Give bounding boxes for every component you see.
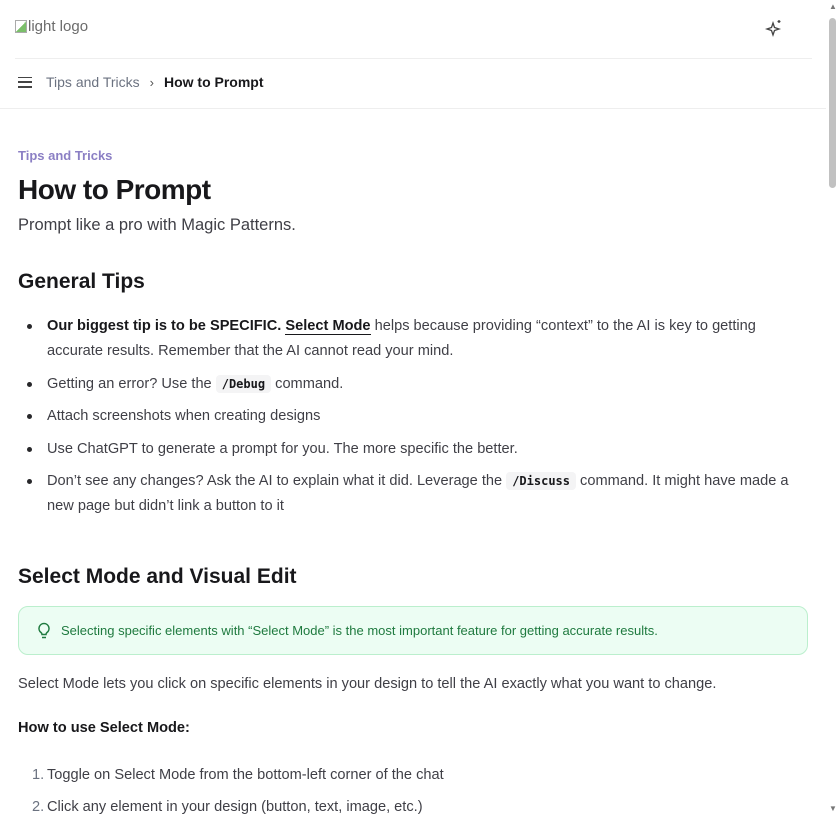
list-item [18, 795, 444, 820]
step-text: Toggle on Select Mode from the bottom-left corner of the chat [47, 767, 444, 783]
select-mode-heading: Select Mode and Visual Edit [18, 565, 297, 588]
general-tips-heading: General Tips [18, 270, 145, 293]
callout-text: Selecting specific elements with “Select Mode” is the most important feature for getting accurate results. [61, 623, 658, 638]
section-eyebrow: Tips and Tricks [18, 148, 113, 163]
lightbulb-icon [37, 622, 51, 640]
tip-bold: Our biggest tip is to be SPECIFIC. [47, 318, 282, 334]
logo[interactable] [15, 18, 88, 35]
breadcrumb-current: How to Prompt [163, 74, 264, 90]
sparkle-icon[interactable] [764, 18, 784, 38]
list-item: Use ChatGPT to generate a prompt for you. The more specific the better. [18, 437, 798, 462]
step-text: Click any element in your design (button, text, image, etc.) [47, 799, 423, 815]
breadcrumb-parent[interactable]: Tips and Tricks [46, 74, 140, 90]
tip-text: Getting an error? Use the [47, 375, 216, 392]
how-to-heading: How to use Select Mode: [18, 720, 190, 736]
tip-text: Don’t see any changes? Ask the AI to explain what it did. Leverage the [47, 473, 507, 489]
step-number: 2. [32, 799, 45, 815]
list-item [18, 469, 798, 519]
scroll-up-icon[interactable]: ▲ [829, 2, 837, 11]
list-item [18, 763, 444, 788]
tip-text: command. It might have made a new page but didn’t link a button to it [47, 473, 789, 514]
logo-alt-text: light logo [28, 18, 89, 35]
steps-list [18, 763, 444, 827]
breadcrumb [18, 74, 264, 90]
discuss-command: /Discuss [506, 472, 576, 490]
chevron-right-icon: › [149, 74, 154, 90]
list-item [18, 314, 798, 364]
tips-list [18, 314, 798, 527]
step-number: 1. [32, 767, 45, 783]
divider [15, 58, 812, 59]
page-title: How to Prompt [18, 174, 211, 205]
divider [0, 108, 826, 109]
broken-image-icon [15, 20, 27, 33]
scrollbar[interactable] [826, 0, 840, 815]
list-item [18, 372, 798, 397]
page-subtitle: Prompt like a pro with Magic Patterns. [18, 216, 296, 234]
select-mode-description: Select Mode lets you click on specific elements in your design to tell the AI exactly what you want to change. [18, 676, 717, 692]
scroll-down-icon[interactable]: ▼ [829, 804, 837, 813]
scrollbar-thumb[interactable] [829, 18, 836, 188]
select-mode-link[interactable]: Select Mode [285, 318, 371, 334]
list-item: Attach screenshots when creating designs [18, 404, 798, 429]
top-header [0, 0, 826, 58]
debug-command: /Debug [216, 375, 271, 393]
menu-icon[interactable] [18, 77, 32, 88]
tip-text: helps because providing “context” to the AI is key to getting accurate results. Remember that the AI cannot read your mind. [47, 318, 756, 359]
tip-callout [18, 606, 808, 655]
tip-text: command. [271, 375, 344, 392]
